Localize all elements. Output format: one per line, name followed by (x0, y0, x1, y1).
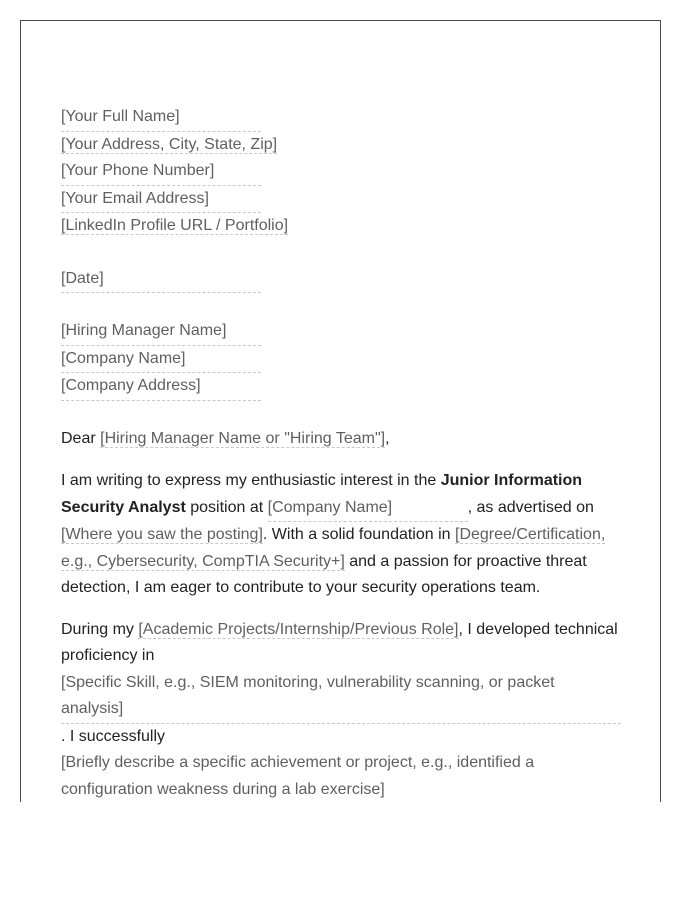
para2-text-3: . I successfully (61, 727, 166, 745)
salutation (61, 426, 623, 453)
date-block (61, 266, 623, 294)
para2-text-1: During my (61, 620, 139, 638)
sender-name-field[interactable]: [Your Full Name] (61, 104, 261, 132)
paragraph-intro (61, 468, 623, 602)
sender-email-field[interactable]: [Your Email Address] (61, 186, 261, 214)
para1-text-1: I am writing to express my enthusiastic interest in the (61, 472, 441, 489)
para1-text-4: . With a solid foundation in (262, 526, 455, 543)
para2-text-2: , I developed technical proficiency in (61, 620, 618, 664)
achievement-field[interactable]: [Briefly describe a specific achievement or project, e.g., identified a configuration weakness during a lab exercise] (61, 750, 621, 802)
para1-text-3: , as advertised on (467, 498, 594, 516)
sender-phone-field[interactable]: [Your Phone Number] (61, 158, 261, 186)
company-name-field[interactable]: [Company Name] (268, 495, 468, 523)
degree-field[interactable]: [Degree/Certification, e.g., Cybersecurity, CompTIA Security+] (61, 526, 606, 570)
recipient-block (61, 318, 623, 401)
para1-text-2: position at (185, 498, 268, 516)
date-field[interactable]: [Date] (61, 266, 261, 294)
letter-content (61, 104, 623, 802)
recipient-company-field[interactable]: [Company Name] (61, 346, 261, 374)
salutation-name-field[interactable]: [Hiring Manager Name or "Hiring Team"] (100, 429, 386, 447)
recipient-address-field[interactable]: [Company Address] (61, 373, 261, 401)
para1-text-5: and a passion for proactive threat detection, I am eager to contribute to your security operations team. (61, 552, 587, 596)
experience-field[interactable]: [Academic Projects/Internship/Previous Role] (138, 620, 459, 638)
job-title: Junior Information Security Analyst (61, 472, 583, 516)
recipient-manager-field[interactable]: [Hiring Manager Name] (61, 318, 261, 346)
paragraph-experience (61, 617, 623, 803)
sender-address-field[interactable]: [Your Address, City, State, Zip] (61, 135, 278, 153)
letter-page (20, 20, 661, 802)
salutation-prefix: Dear (61, 429, 101, 447)
skill-field[interactable]: [Specific Skill, e.g., SIEM monitoring, vulnerability scanning, or packet analysis] (61, 670, 621, 724)
posting-source-field[interactable]: [Where you saw the posting] (61, 526, 263, 543)
sender-block (61, 104, 623, 240)
sender-linkedin-field[interactable]: [LinkedIn Profile URL / Portfolio] (61, 217, 289, 234)
salutation-suffix: , (385, 429, 390, 447)
